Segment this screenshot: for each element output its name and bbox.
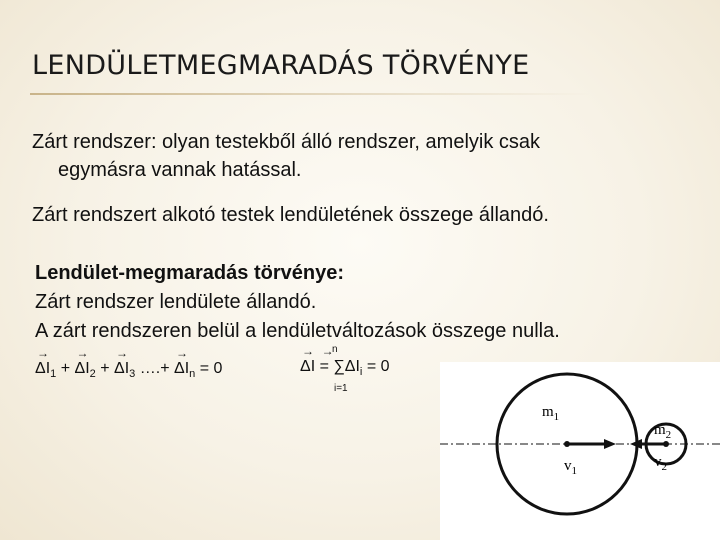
eq2-lhs: → ΔI: [300, 358, 315, 376]
label-v2: $v_2$: [654, 454, 667, 473]
title-underline: [30, 93, 590, 95]
eq-term-2: → $\Delta I_2$: [75, 360, 96, 380]
definition-text: : olyan testekből álló rendszer, amelyik csak: [150, 131, 541, 153]
label-v1: $v_1$: [564, 458, 577, 477]
eq-term-n: → $\Delta I_n$: [174, 360, 195, 380]
label-m1: $m_1$: [542, 404, 560, 423]
law-heading: Lendület-megmaradás törvénye:: [35, 262, 344, 284]
term-closed-system: Zárt rendszer: [32, 131, 151, 153]
sum-upper-limit: n: [332, 344, 338, 355]
slide-title: LENDÜLETMEGMARADÁS TÖRVÉNYE: [32, 50, 530, 81]
eq-rhs: = 0: [199, 360, 223, 377]
eq-term-3: → $\Delta I_3$: [114, 360, 135, 380]
eq2-sum: → = $\sum\Delta I_i$: [320, 358, 363, 378]
eq-ellipsis: ….+: [139, 360, 170, 377]
momentum-sum-statement: Zárt rendszert alkotó testek lendületének összege állandó.: [32, 204, 549, 226]
equation-sum: [300, 344, 390, 394]
sum-lower-limit: i=1: [334, 383, 348, 394]
definition-text-line2: egymásra vannak hatással.: [58, 159, 302, 181]
collision-diagram: [440, 362, 720, 540]
law-line2: A zárt rendszeren belül a lendületváltozások összege nulla.: [35, 320, 560, 342]
eq2-rhs: = 0: [366, 358, 390, 375]
law-line1: Zárt rendszer lendülete állandó.: [35, 291, 317, 313]
eq-plus: +: [60, 360, 71, 377]
label-m2: $m_2$: [654, 422, 672, 441]
conservation-law-block: [35, 259, 560, 346]
equation-expanded: [35, 360, 222, 380]
closed-system-definition: [32, 128, 540, 184]
eq-plus: +: [100, 360, 110, 377]
eq-term-1: → $\Delta I_1$: [35, 360, 56, 380]
